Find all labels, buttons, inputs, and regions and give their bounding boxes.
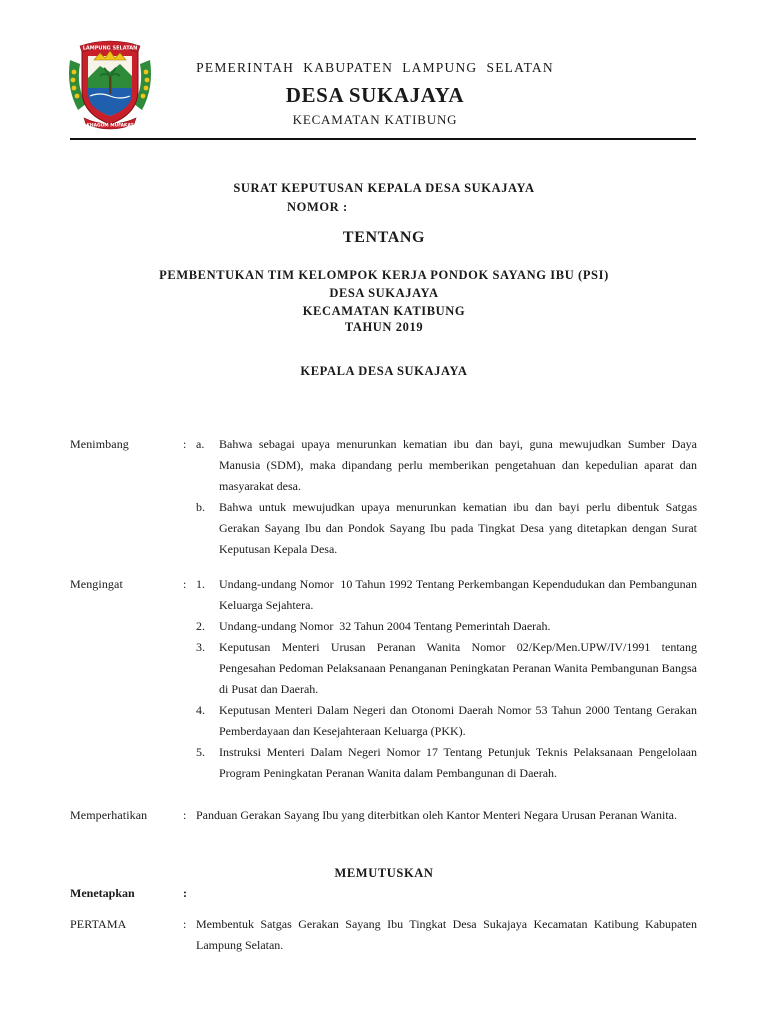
letterhead-village: DESA SUKAJAYA — [285, 83, 465, 107]
logo-top-text: LAMPUNG SELATAN — [82, 45, 138, 52]
menimbang-item-a: Bahwa sebagai upaya menurunkan kematian ibu dan bayi, guna mewujudkan Sumber Daya Manusia (SDM), maka dipandang perlu memberikan pengetahuan dan kepedulian aparat dan masyarakat desa. — [219, 437, 697, 493]
menetapkan-label: Menetapkan — [70, 886, 135, 900]
decree-number: NOMOR : — [287, 200, 348, 214]
list-marker: 3. — [196, 640, 205, 654]
mengingat-item-4: Keputusan Menteri Dalam Negeri dan Otonomi Daerah Nomor 53 Tahun 2000 Tentang Gerakan Pemberdayaan dan Kesejahteraan Keluarga (PKK). — [219, 703, 697, 738]
memperhatikan-label: Memperhatikan — [70, 808, 148, 822]
decree-subject: PEMBENTUKAN TIM KELOMPOK KERJA PONDOK SAYANG IBU (PSI) — [159, 268, 609, 282]
mengingat-item-3: Keputusan Menteri Urusan Peranan Wanita Nomor 02/Kep/Men.UPW/IV/1991 tentang Pengesahan Pedoman Pelaksanaan Penanganan Peningkatan Peranan Wanita Pembangunan Bangsa di Pusat dan Daerah. — [219, 640, 697, 696]
mengingat-item-5: Instruksi Menteri Dalam Negeri Nomor 17 Tentang Petunjuk Teknis Pelaksanaan Pengelolaan Program Peningkatan Peranan Wanita dalam Pembangunan di Daerah. — [219, 745, 697, 780]
mengingat-item-1: Undang-undang Nomor 10 Tahun 1992 Tentang Perkembangan Kependudukan dan Pembangunan Keluarga Sejahtera. — [219, 577, 700, 612]
mengingat-item-2: Undang-undang Nomor 32 Tahun 2004 Tentang Pemerintah Daerah. — [219, 619, 551, 633]
list-marker: a. — [196, 437, 205, 451]
pertama-text: Membentuk Satgas Gerakan Sayang Ibu Tingkat Desa Sukajaya Kecamatan Katibung Kabupaten Lampung Selatan. — [196, 917, 697, 952]
regency-emblem-logo — [64, 38, 156, 130]
list-marker: 1. — [196, 577, 205, 591]
letterhead-district: KECAMATAN KATIBUNG — [292, 112, 458, 127]
decree-village: DESA SUKAJAYA — [329, 286, 439, 300]
memutuskan-heading: MEMUTUSKAN — [334, 866, 434, 880]
menimbang-colon: : — [183, 437, 187, 451]
menimbang-label: Menimbang — [70, 437, 129, 451]
decree-year: TAHUN 2019 — [344, 320, 424, 334]
mengingat-label: Mengingat — [70, 577, 123, 591]
decree-district: KECAMATAN KATIBUNG — [302, 304, 466, 318]
list-marker: b. — [196, 500, 205, 514]
menetapkan-colon: : — [183, 886, 187, 900]
list-marker: 5. — [196, 745, 205, 759]
village-head-heading: KEPALA DESA SUKAJAYA — [300, 364, 468, 378]
letterhead-government: PEMERINTAH KABUPATEN LAMPUNG SELATAN — [196, 60, 554, 75]
list-marker: 4. — [196, 703, 205, 717]
pertama-colon: : — [183, 917, 187, 931]
logo-bottom-text: KHAGOM MUFAKAT — [86, 123, 134, 129]
mengingat-colon: : — [183, 577, 187, 591]
letterhead-divider — [70, 138, 696, 140]
tentang-heading: TENTANG — [342, 229, 426, 246]
memperhatikan-colon: : — [183, 808, 187, 822]
menimbang-item-b: Bahwa untuk mewujudkan upaya menurunkan kematian ibu dan bayi perlu dibentuk Satgas Gerakan Sayang Ibu dan Pondok Sayang Ibu pada Tingkat Desa yang ditetapkan dengan Surat Keputusan Kepala Desa. — [219, 500, 697, 556]
decree-title: SURAT KEPUTUSAN KEPALA DESA SUKAJAYA — [233, 181, 535, 195]
list-marker: 2. — [196, 619, 205, 633]
memperhatikan-text: Panduan Gerakan Sayang Ibu yang diterbitkan oleh Kantor Menteri Negara Urusan Peranan Wanita. — [196, 808, 677, 822]
pertama-label: PERTAMA — [70, 917, 127, 931]
